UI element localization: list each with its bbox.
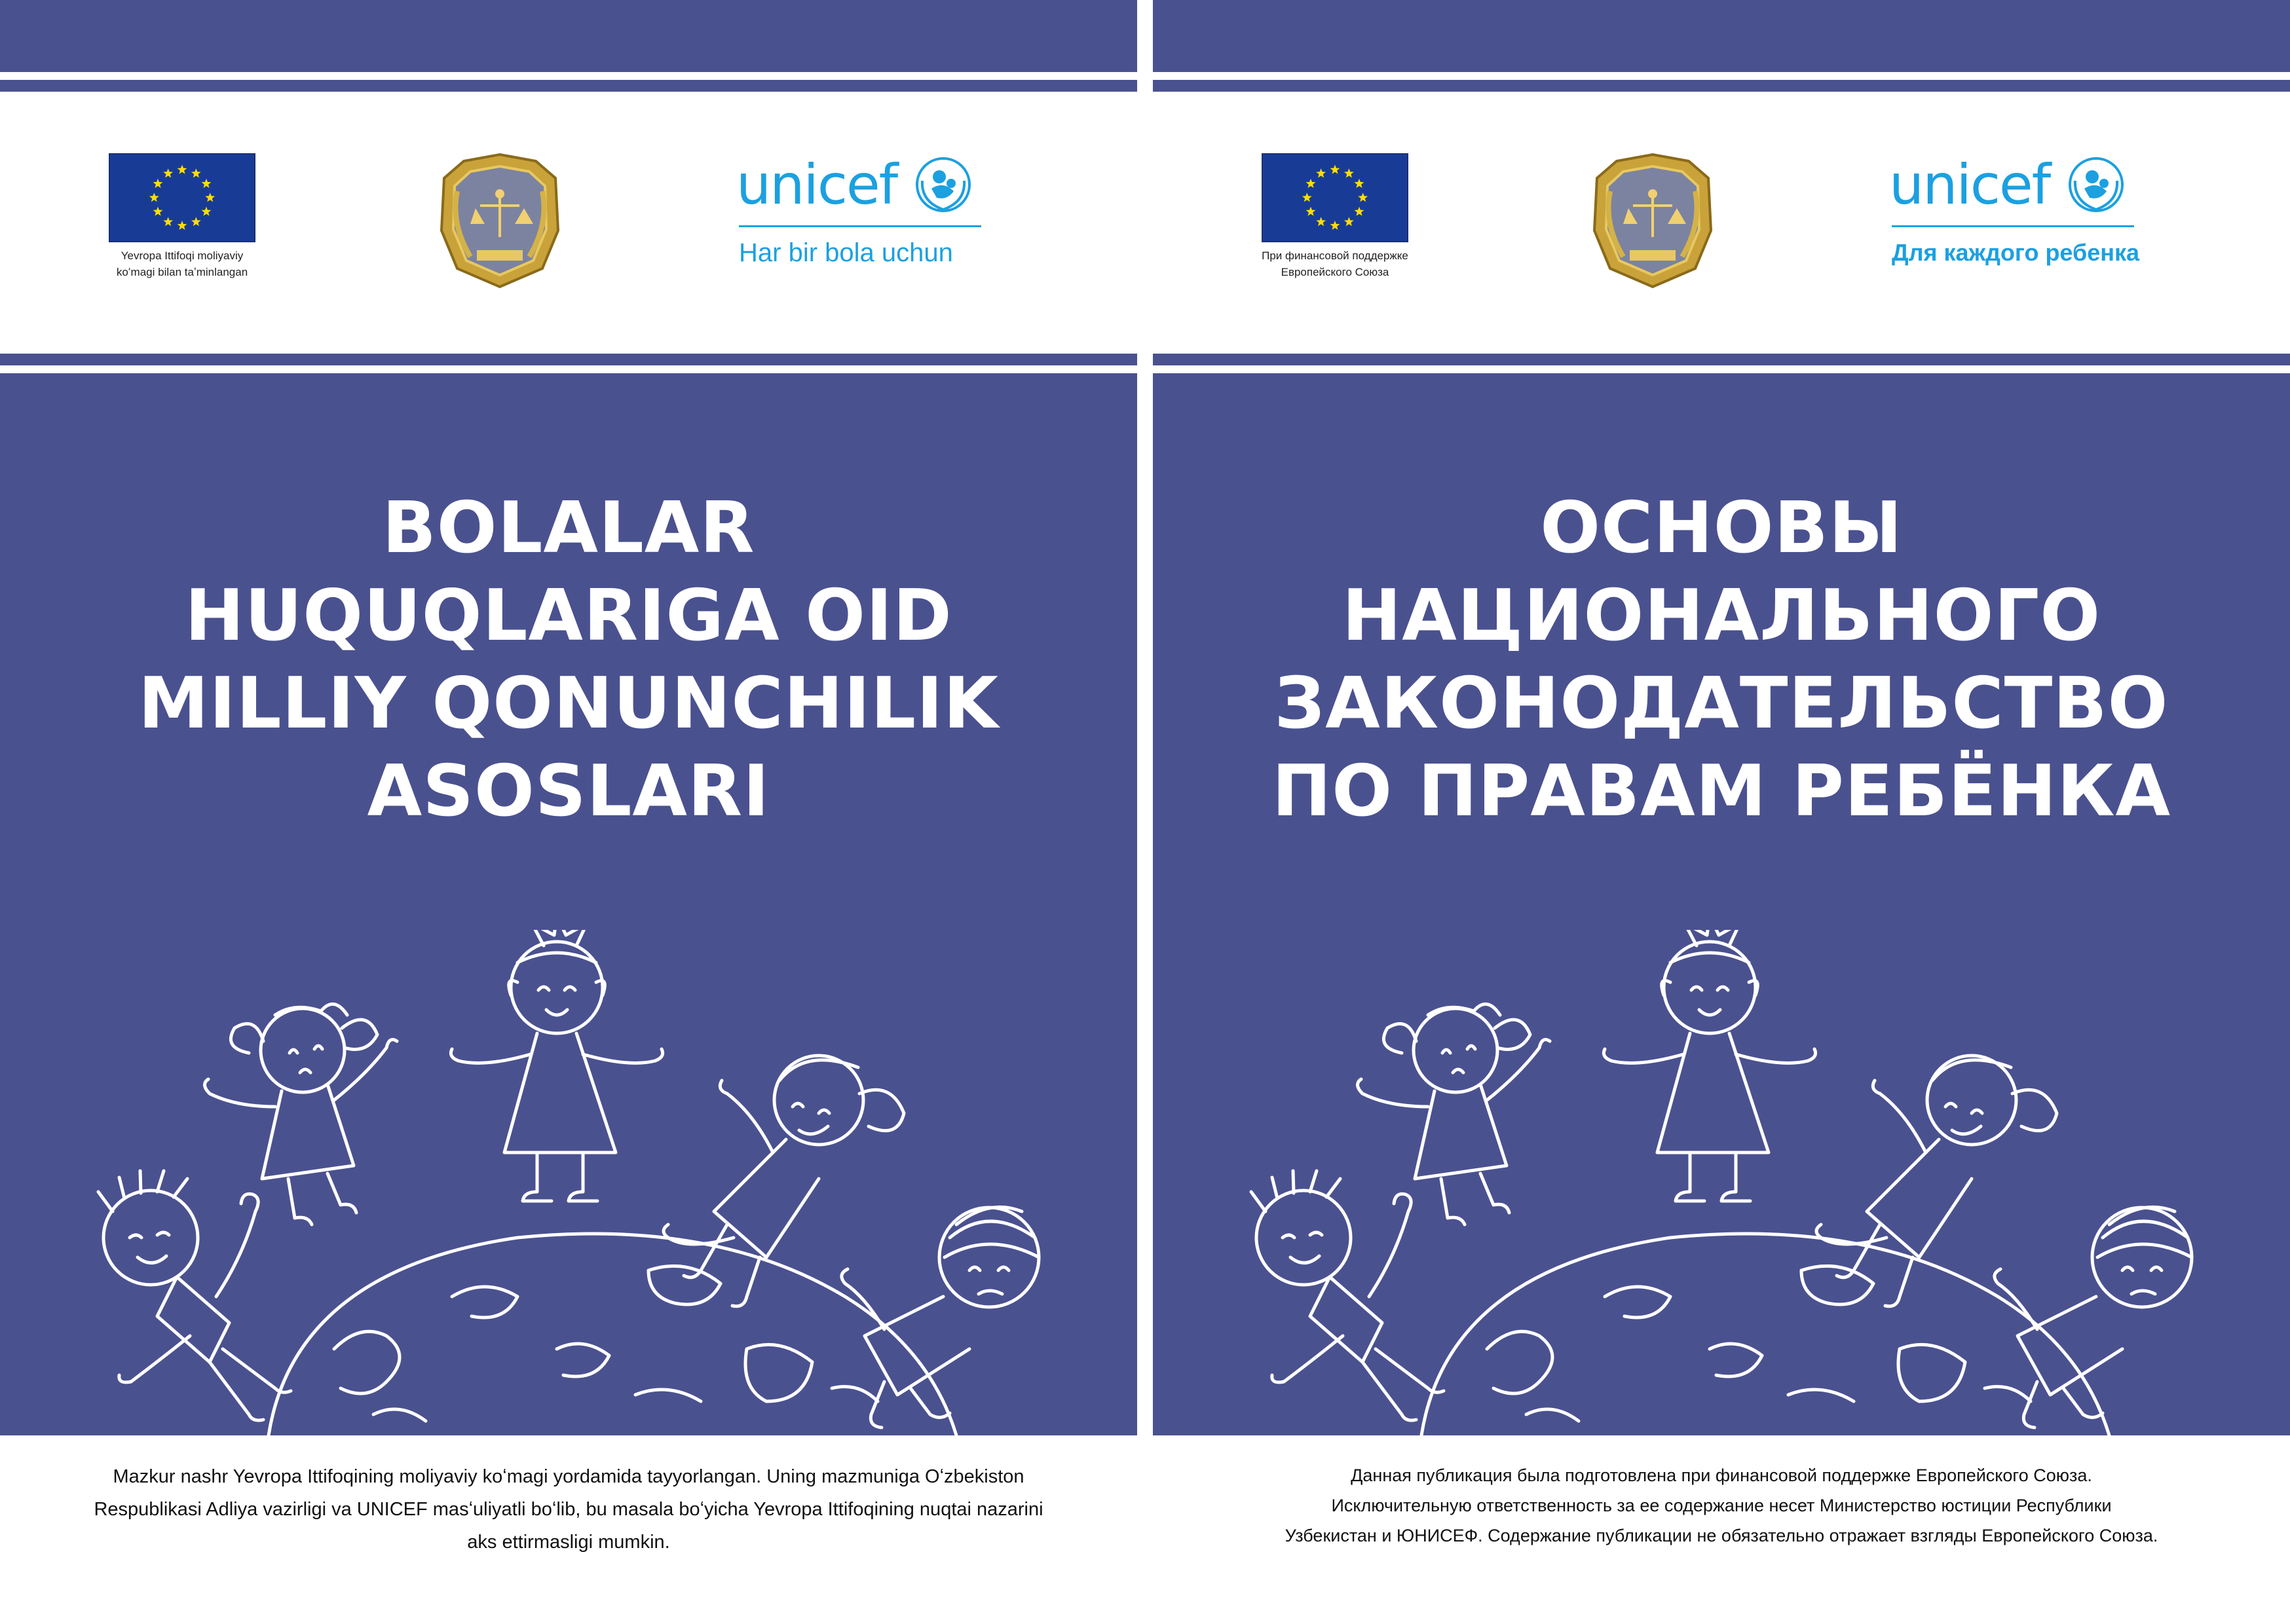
disclaimer <box>39 1460 1098 1559</box>
top-rule <box>1153 80 2290 92</box>
eu-flag-icon <box>109 153 255 242</box>
ministry-seal-icon <box>438 152 562 289</box>
title-line: MILLIY QONUNCHILIK <box>138 663 999 745</box>
top-rule <box>0 80 1137 92</box>
disclaimer-line: Исключительную ответственность за ее содержание несет Министерство юстиции Республики <box>1331 1496 2112 1515</box>
eu-caption <box>79 248 286 280</box>
unicef-globe-icon <box>2066 155 2126 215</box>
mid-rule <box>0 354 1137 365</box>
top-band <box>1153 0 2290 72</box>
unicef-rule <box>1892 225 2134 227</box>
title-line: HUQUQLARIGA OID <box>185 575 952 657</box>
unicef-slogan: Har bir bola uchun <box>739 238 953 267</box>
title-line: ПО ПРАВАМ РЕБЁНКА <box>1271 750 2171 832</box>
unicef-slogan: Для каждого ребенка <box>1892 239 2140 266</box>
unicef-wordmark: unicef <box>1889 153 2050 217</box>
title-line: ОСНОВЫ <box>1540 487 1903 569</box>
cover-title <box>1231 485 2211 836</box>
disclaimer-line: Узбекистан и ЮНИСЕФ. Содержание публикации не обязательно отражает взгляды Европейского Союза. <box>1285 1526 2158 1545</box>
children-on-globe-illustration <box>1212 930 2231 1435</box>
title-line: BOLALAR <box>382 487 755 569</box>
eu-caption-line: Yevropa Ittifoqi moliyaviy <box>121 249 244 262</box>
children-on-globe-illustration <box>59 930 1078 1435</box>
cover-title <box>79 485 1059 836</box>
cover-russian <box>1153 0 2290 1624</box>
title-line: НАЦИОНАЛЬНОГО <box>1342 575 2101 657</box>
eu-flag-icon <box>1262 153 1408 242</box>
cover-uzbek <box>0 0 1137 1624</box>
mid-rule <box>1153 354 2290 365</box>
disclaimer-line: aks ettirmasligi mumkin. <box>467 1532 670 1553</box>
page-gutter <box>1137 0 1153 1624</box>
disclaimer-line: Respublikasi Adliya vazirligi va UNICEF masʻuliyatli boʻlib, bu masala boʻyicha Yevropa Ittifoqining nuqtai nazarini <box>94 1499 1043 1520</box>
disclaimer-line: Mazkur nashr Yevropa Ittifoqining moliyaviy koʻmagi yordamida tayyorlangan. Uning mazmuniga Oʻzbekiston <box>113 1466 1024 1487</box>
disclaimer-line: Данная публикация была подготовлена при финансовой поддержке Европейского Союза. <box>1351 1466 2092 1485</box>
unicef-logo <box>1889 153 2138 278</box>
title-line: ASOSLARI <box>367 750 770 832</box>
unicef-wordmark: unicef <box>736 153 897 217</box>
eu-caption-line: При финансовой поддержке <box>1262 249 1408 262</box>
eu-caption <box>1231 248 1438 280</box>
ministry-seal-icon <box>1590 152 1715 289</box>
unicef-rule <box>739 225 981 227</box>
eu-caption-line: koʻmagi bilan taʼminlangan <box>116 266 248 278</box>
unicef-logo <box>736 153 985 278</box>
title-line: ЗАКОНОДАТЕЛЬСТВО <box>1274 663 2169 745</box>
unicef-globe-icon <box>913 155 973 215</box>
eu-caption-line: Европейского Союза <box>1281 266 1389 278</box>
disclaimer <box>1192 1460 2251 1551</box>
top-band <box>0 0 1137 72</box>
